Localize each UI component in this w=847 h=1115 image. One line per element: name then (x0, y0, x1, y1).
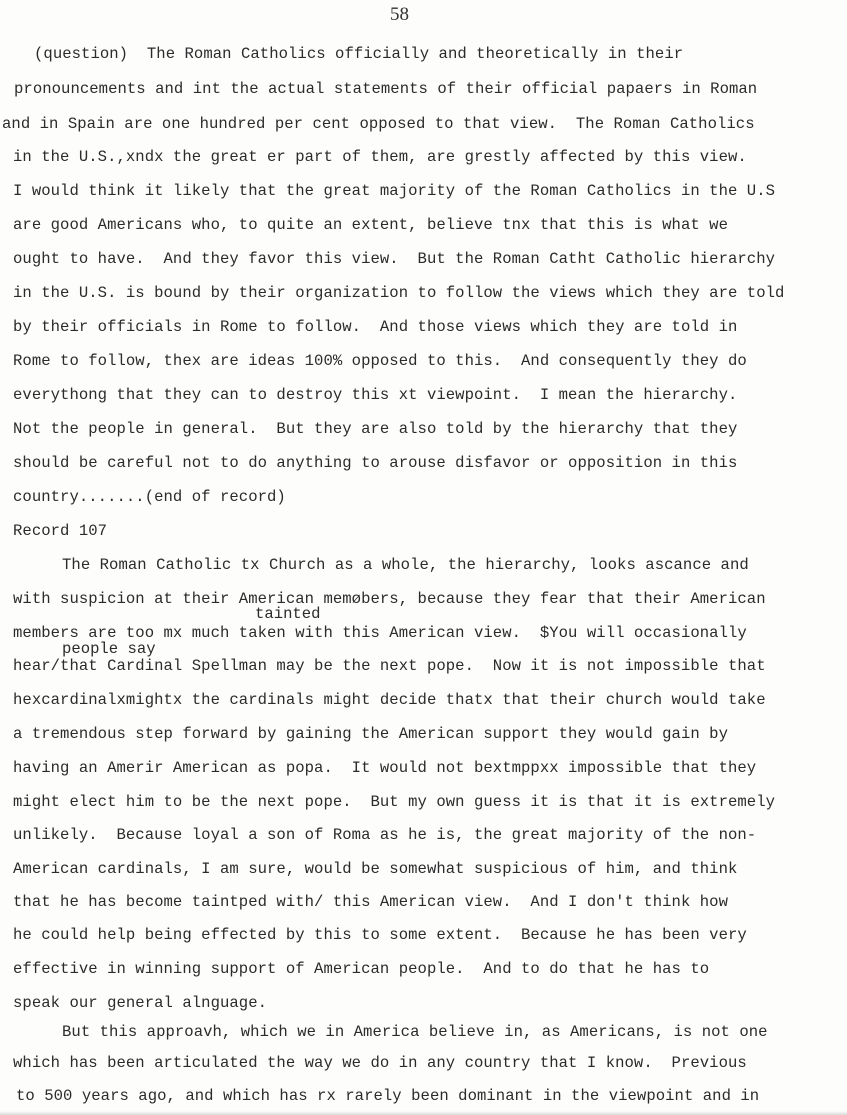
text-line: pronouncements and int the actual statements of their official papaers in Roman (14, 80, 758, 98)
text-line: might elect him to be the next pope. But my own guess it is that it is extremely (13, 793, 776, 811)
text-line: (question) The Roman Catholics officially and theoretically in their (34, 45, 684, 63)
text-line: he could help being effected by this to some extent. Because he has been very (13, 926, 747, 944)
text-line: Rome to follow, thex are ideas 100% opposed to this. And consequently they do (13, 352, 747, 370)
text-line: by their officials in Rome to follow. And those views which they are told in (13, 318, 738, 336)
text-line: with suspicion at their American memøbers, because they fear that their American (13, 590, 766, 608)
text-line: in the U.S.,xndx the great er part of them, are grestly affected by this view. (13, 148, 747, 166)
text-line: The Roman Catholic tx Church as a whole, the hierarchy, looks ascance and (62, 556, 749, 574)
text-line: to 500 years ago, and which has rx rarely been dominant in the viewpoint and in (16, 1087, 760, 1105)
text-line: I would think it likely that the great majority of the Roman Catholics in the U.S (13, 182, 776, 200)
text-line: members are too mx much taken with this American view. $You will occasionally (13, 624, 747, 642)
page-bottom-edge (0, 1111, 847, 1115)
text-line: ought to have. And they favor this view. But the Roman Catht Catholic hierarchy (13, 250, 776, 268)
text-line: Not the people in general. But they are also told by the hierarchy that they (13, 420, 738, 438)
text-line: and in Spain are one hundred per cent opposed to that view. The Roman Catholics (2, 115, 755, 133)
text-line: hexcardinalxmightx the cardinals might decide thatx that their church would take (13, 691, 766, 709)
text-line: American cardinals, I am sure, would be somewhat suspicious of him, and think (13, 860, 738, 878)
text-line: everythong that they can to destroy this xt viewpoint. I mean the hierarchy. (13, 386, 738, 404)
text-line: country.......(end of record) (13, 488, 286, 506)
interlinear-insertion: people say (62, 640, 156, 658)
text-line: a tremendous step forward by gaining the American support they would gain by (13, 725, 728, 743)
text-line: having an Amerir American as popa. It would not bextmppxx impossible that they (13, 759, 757, 777)
text-line: in the U.S. is bound by their organization to follow the views which they are told (13, 284, 785, 302)
text-line: that he has become taintped with/ this American view. And I don't think how (13, 893, 728, 911)
text-line: effective in winning support of American people. And to do that he has to (13, 960, 710, 978)
record-heading: Record 107 (13, 522, 108, 540)
interlinear-insertion: tainted (255, 605, 321, 623)
text-line: speak our general alnguage. (13, 994, 268, 1012)
text-line: which has been articulated the way we do in any country that I know. Previous (13, 1054, 747, 1072)
text-line: should be careful not to do anything to arouse disfavor or opposition in this (13, 454, 738, 472)
text-line: hear/that Cardinal Spellman may be the next pope. Now it is not impossible that (13, 657, 766, 675)
text-line: unlikely. Because loyal a son of Roma as he is, the great majority of the non- (13, 826, 757, 844)
page-number: 58 (390, 4, 409, 25)
text-line: But this approavh, which we in America believe in, as Americans, is not one (62, 1023, 768, 1041)
text-line: are good Americans who, to quite an extent, believe tnx that this is what we (13, 216, 728, 234)
